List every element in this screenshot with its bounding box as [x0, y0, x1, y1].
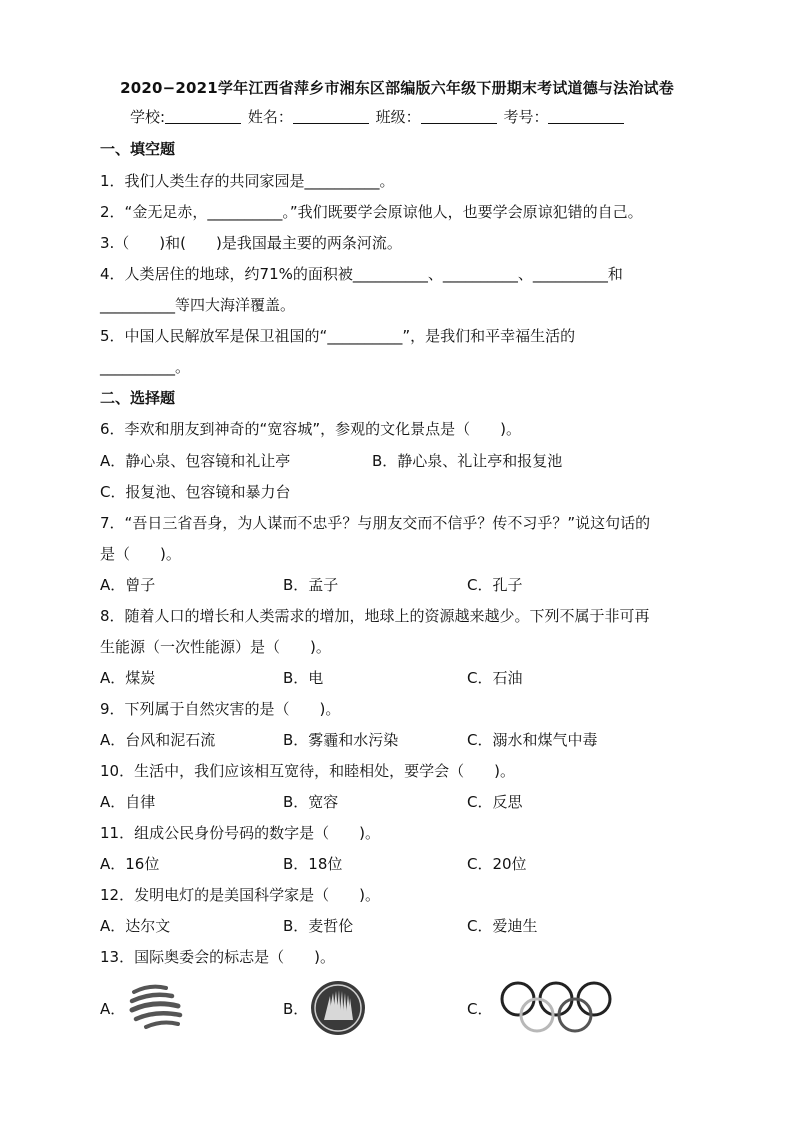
question-stem: 13．国际奥委会的标志是（ )。 [100, 948, 335, 966]
option-c: C．石油 [467, 669, 523, 687]
question-stem: 7．“吾日三省吾身，为人谋而不忠乎？与朋友交而不信乎？传不习乎？”说这句话的 [100, 514, 651, 532]
question-stem: 8．随着人口的增长和人类需求的增加，地球上的资源越来越少。下列不属于非可再 [100, 607, 650, 625]
option-c: C．爱迪生 [467, 917, 538, 935]
question-stem: 12．发明电灯的是美国科学家是（ )。 [100, 886, 380, 904]
option-a: A．台风和泥石流 [100, 731, 216, 749]
question-stem-cont: 生能源（一次性能源）是（ )。 [100, 638, 331, 656]
asean-emblem-icon [310, 980, 366, 1036]
number-label: 考号： [503, 108, 549, 126]
class-blank [421, 109, 497, 124]
question-line: __________。 [100, 358, 191, 376]
question-stem: 11．组成公民身份号码的数字是（ )。 [100, 824, 380, 842]
question-stem: 10．生活中，我们应该相互宽待，和睦相处，要学会（ )。 [100, 762, 515, 780]
option-c: C．报复池、包容镜和暴力台 [100, 483, 291, 501]
option-c: C．溺水和煤气中毒 [467, 731, 598, 749]
question-line: 5．中国人民解放军是保卫祖国的“__________”，是我们和平幸福生活的 [100, 327, 576, 345]
question-line: 4．人类居住的地球，约71%的面积被__________、__________、__________和 [100, 265, 623, 283]
question-line: 3.（ )和( )是我国最主要的两条河流。 [100, 234, 402, 252]
question-line: 1．我们人类生存的共同家园是__________。 [100, 172, 395, 190]
option-b: B．电 [283, 669, 324, 687]
option-b: B．麦哲伦 [283, 917, 354, 935]
section-heading-multiple-choice: 二、选择题 [100, 389, 176, 407]
question-stem: 9．下列属于自然灾害的是（ )。 [100, 700, 341, 718]
option-a: A．静心泉、包容镜和礼让亭 [100, 452, 291, 470]
question-stem: 6．李欢和朋友到神奇的“宽容城”，参观的文化景点是（ )。 [100, 420, 521, 438]
option-b: B． [283, 1000, 309, 1018]
question-line: __________等四大海洋覆盖。 [100, 296, 296, 314]
option-c: C．孔子 [467, 576, 523, 594]
option-b: B．静心泉、礼让亭和报复池 [372, 452, 563, 470]
school-label: 学校: [130, 108, 166, 126]
school-blank [165, 109, 241, 124]
wto-logo-icon [126, 982, 188, 1032]
olympic-rings-icon [498, 980, 618, 1034]
option-c: C．20位 [467, 855, 527, 873]
class-label: 班级： [375, 108, 421, 126]
option-c: C． [467, 1000, 493, 1018]
option-b: B．孟子 [283, 576, 339, 594]
option-a: A．自律 [100, 793, 156, 811]
option-a: A． [100, 1000, 126, 1018]
name-label: 姓名： [247, 108, 293, 126]
option-a: A．16位 [100, 855, 160, 873]
option-c: C．反思 [467, 793, 523, 811]
option-b: B．雾霾和水污染 [283, 731, 399, 749]
section-heading-fill-in: 一、填空题 [100, 140, 176, 158]
student-info-row [130, 106, 626, 127]
option-b: B．宽容 [283, 793, 339, 811]
question-stem-cont: 是（ )。 [100, 545, 181, 563]
page-title: 2020−2021学年江西省萍乡市湘东区部编版六年级下册期末考试道德与法治试卷 [120, 79, 674, 97]
option-a: A．达尔文 [100, 917, 171, 935]
option-b: B．18位 [283, 855, 343, 873]
question-line: 2．“金无足赤，__________。”我们既要学会原谅他人，也要学会原谅犯错的自己。 [100, 203, 643, 221]
number-blank [548, 109, 624, 124]
option-a: A．煤炭 [100, 669, 156, 687]
name-blank [293, 109, 369, 124]
option-a: A．曾子 [100, 576, 156, 594]
